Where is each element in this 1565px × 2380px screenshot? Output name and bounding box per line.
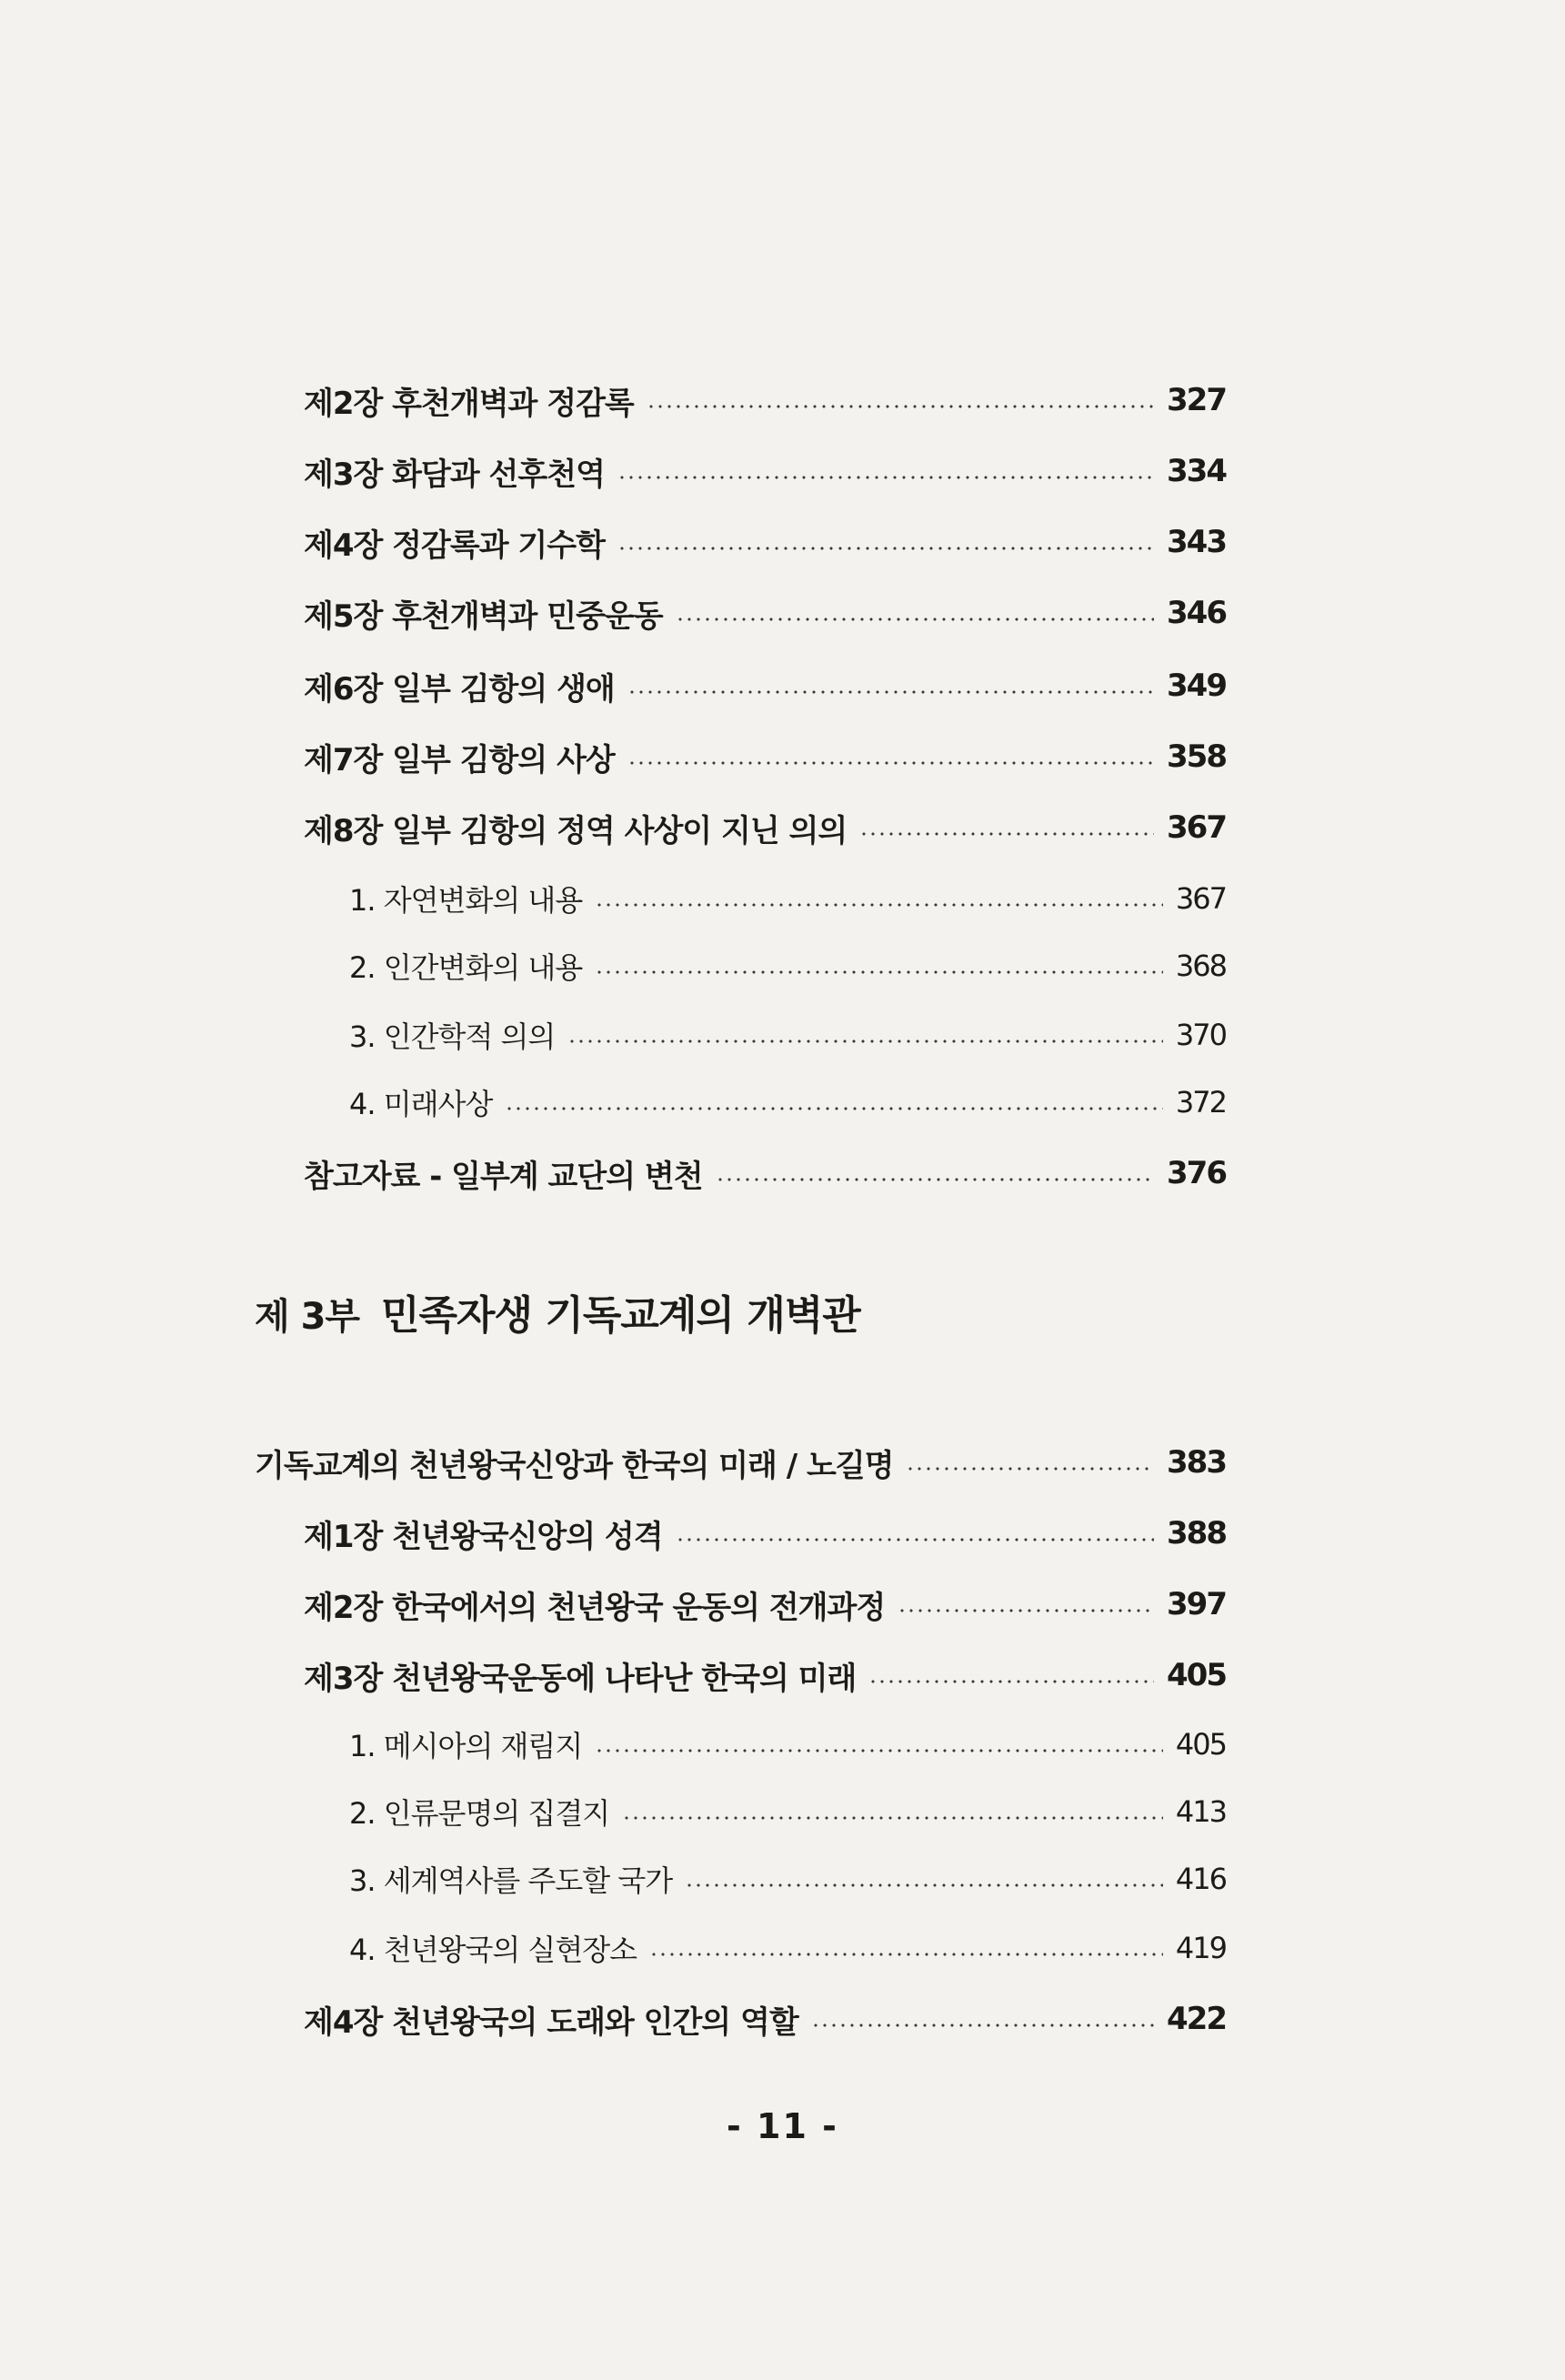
toc-entry-page: 416 xyxy=(1175,1862,1226,1896)
toc-entry-label: 2. 인류문명의 집결지 xyxy=(349,1796,610,1831)
toc-entry-page: 376 xyxy=(1167,1155,1226,1191)
leader-dots xyxy=(649,1953,1163,1956)
toc-entry-page: 367 xyxy=(1167,809,1226,846)
toc-entry-label: 4. 천년왕국의 실현장소 xyxy=(349,1933,637,1967)
toc-entry-page: 422 xyxy=(1167,2001,1226,2037)
toc-entry-section[interactable] xyxy=(349,1717,1226,1772)
toc-entry-label: 제4장 천년왕국의 도래와 인간의 역할 xyxy=(304,2003,798,2041)
toc-entry-page: 370 xyxy=(1175,1018,1226,1052)
toc-entry-page: 358 xyxy=(1167,738,1226,775)
leader-dots xyxy=(685,1883,1163,1887)
toc-entry-chapter[interactable] xyxy=(304,373,1226,427)
toc-entry-label: 제2장 후천개벽과 정감록 xyxy=(304,385,634,422)
leader-dots xyxy=(906,1467,1154,1471)
toc-entry-page: 346 xyxy=(1167,595,1226,631)
toc-entry-chapter[interactable] xyxy=(304,444,1226,498)
toc-entry-page: 383 xyxy=(1167,1444,1226,1481)
toc-entry-section[interactable] xyxy=(349,1075,1226,1130)
toc-entry-page: 343 xyxy=(1167,524,1226,560)
toc-entry-label: 제3장 화담과 선후천역 xyxy=(304,456,605,493)
toc-entry-page: 367 xyxy=(1175,881,1226,916)
toc-entry-section[interactable] xyxy=(349,1852,1226,1906)
leader-dots xyxy=(676,1538,1154,1541)
toc-entry-label: 제5장 후천개벽과 민중운동 xyxy=(304,598,663,635)
toc-entry-chapter[interactable] xyxy=(304,1506,1226,1561)
toc-entry-label: 제1장 천년왕국신앙의 성격 xyxy=(304,1518,663,1555)
toc-entry-page: 334 xyxy=(1167,453,1226,489)
toc-entry-page: 388 xyxy=(1167,1515,1226,1552)
leader-dots xyxy=(627,761,1154,765)
toc-entry-chapter[interactable] xyxy=(304,515,1226,569)
toc-entry-chapter[interactable] xyxy=(304,1577,1226,1632)
toc-entry-label: 제6장 일부 김항의 생애 xyxy=(304,670,615,708)
toc-entry-label: 참고자료 - 일부계 교단의 변천 xyxy=(304,1158,703,1195)
leader-dots xyxy=(898,1609,1154,1612)
toc-entry-reference[interactable] xyxy=(304,1146,1226,1200)
toc-entry-label: 제7장 일부 김항의 사상 xyxy=(304,741,615,778)
leader-dots xyxy=(595,970,1163,974)
leader-dots xyxy=(567,1039,1163,1043)
toc-entry-section[interactable] xyxy=(349,939,1226,993)
leader-dots xyxy=(505,1107,1163,1110)
toc-entry-section[interactable] xyxy=(349,1008,1226,1062)
leader-dots xyxy=(627,690,1154,694)
part-title: 민족자생 기독교계의 개벽관 xyxy=(381,1292,860,1339)
toc-entry-page: 405 xyxy=(1175,1727,1226,1762)
toc-entry-label: 기독교계의 천년왕국신앙과 한국의 미래 / 노길명 xyxy=(255,1447,894,1484)
leader-dots xyxy=(811,2024,1154,2027)
leader-dots xyxy=(595,903,1163,907)
leader-dots xyxy=(676,618,1154,621)
toc-entry-section[interactable] xyxy=(349,1784,1226,1839)
toc-entry-label: 3. 인간학적 의의 xyxy=(349,1019,556,1054)
toc-entry-label: 제2장 한국에서의 천년왕국 운동의 전개과정 xyxy=(304,1589,886,1626)
toc-entry-chapter[interactable] xyxy=(304,800,1226,855)
toc-entry-chapter[interactable] xyxy=(304,1648,1226,1702)
toc-entry-label: 1. 자연변화의 내용 xyxy=(349,883,583,918)
toc-entry-page: 405 xyxy=(1167,1657,1226,1693)
leader-dots xyxy=(622,1816,1163,1820)
toc-entry-essay[interactable] xyxy=(255,1435,1226,1490)
page-number: - 11 - xyxy=(727,2106,838,2146)
toc-entry-page: 327 xyxy=(1167,382,1226,418)
toc-entry-section[interactable] xyxy=(349,871,1226,926)
leader-dots xyxy=(647,405,1154,408)
toc-entry-chapter[interactable] xyxy=(304,1992,1226,2046)
part-heading xyxy=(255,1282,860,1341)
toc-entry-section[interactable] xyxy=(349,1921,1226,1975)
toc-entry-label: 제3장 천년왕국운동에 나타난 한국의 미래 xyxy=(304,1660,857,1697)
part-number: 제 3부 xyxy=(255,1296,360,1338)
toc-entry-label: 2. 인간변화의 내용 xyxy=(349,950,583,985)
toc-entry-page: 372 xyxy=(1175,1085,1226,1120)
toc-entry-page: 413 xyxy=(1175,1794,1226,1829)
toc-entry-label: 3. 세계역사를 주도할 국가 xyxy=(349,1863,673,1898)
toc-entry-page: 368 xyxy=(1175,949,1226,983)
leader-dots xyxy=(716,1178,1154,1181)
leader-dots xyxy=(617,476,1154,479)
leader-dots xyxy=(595,1749,1163,1752)
toc-entry-label: 4. 미래사상 xyxy=(349,1087,493,1121)
toc-entry-label: 제8장 일부 김항의 정역 사상이 지닌 의의 xyxy=(304,812,848,849)
toc-entry-chapter[interactable] xyxy=(304,729,1226,784)
leader-dots xyxy=(859,832,1154,836)
leader-dots xyxy=(868,1680,1154,1683)
toc-entry-chapter[interactable] xyxy=(304,658,1226,713)
toc-entry-label: 제4장 정감록과 기수학 xyxy=(304,527,605,564)
toc-entry-page: 397 xyxy=(1167,1586,1226,1622)
toc-entry-page: 419 xyxy=(1175,1931,1226,1965)
toc-entry-chapter[interactable] xyxy=(304,586,1226,640)
leader-dots xyxy=(617,547,1154,550)
toc-entry-label: 1. 메시아의 재림지 xyxy=(349,1729,583,1763)
toc-entry-page: 349 xyxy=(1167,668,1226,704)
